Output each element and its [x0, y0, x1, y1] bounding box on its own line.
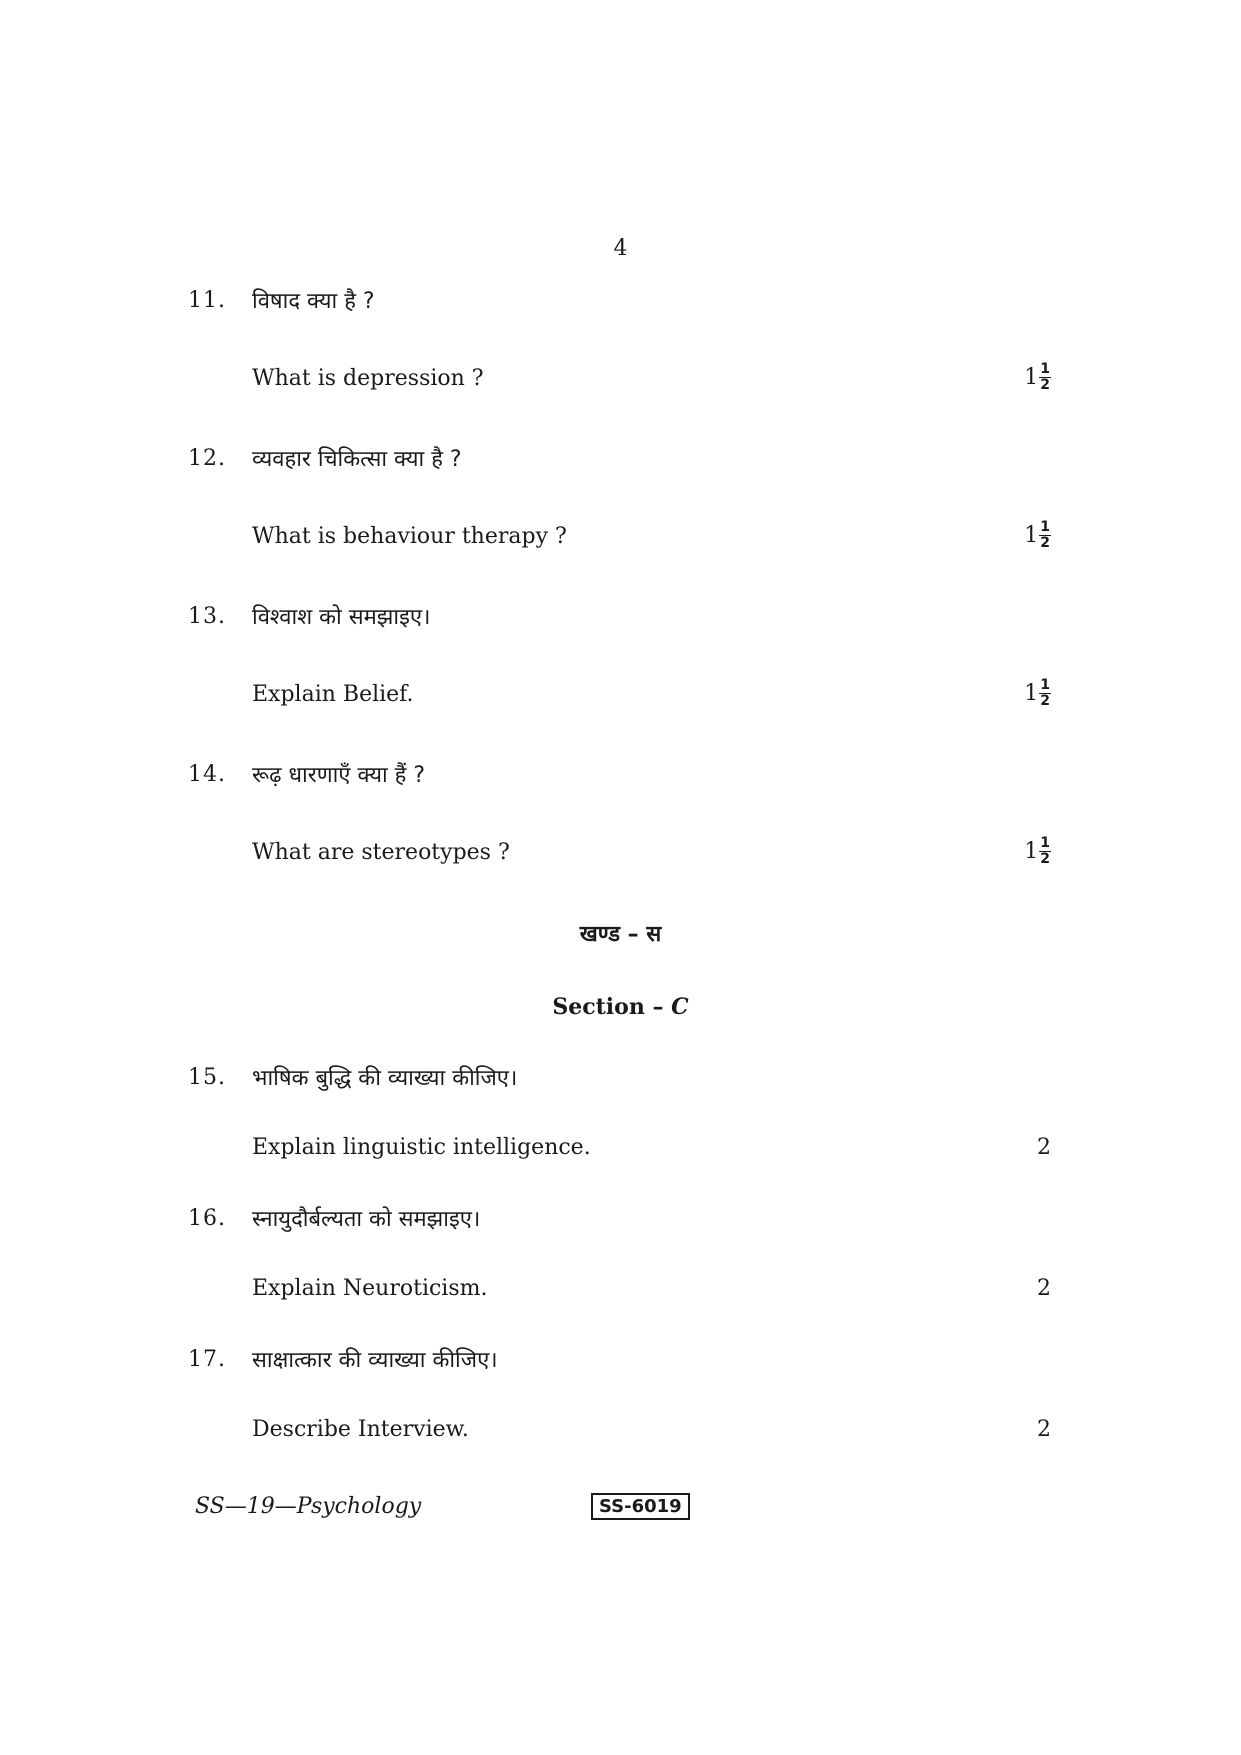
- footer-paper-title: SS—19—Psychology: [195, 1494, 422, 1519]
- question-text-english: Explain Belief.: [252, 682, 414, 707]
- marks: [1024, 678, 1051, 709]
- question-number: 16.: [188, 1206, 226, 1231]
- question-text-english: Describe Interview.: [252, 1417, 469, 1442]
- question-text-hindi: भाषिक बुद्धि की व्याख्या कीजिए।: [252, 1066, 518, 1091]
- footer-paper-code: SS-6019: [591, 1493, 690, 1520]
- marks-denominator: 2: [1040, 851, 1050, 867]
- question-number: 17.: [188, 1347, 226, 1372]
- marks-whole: 1: [1024, 839, 1039, 864]
- section-heading-letter: C: [671, 994, 689, 1020]
- question-number: 14.: [188, 762, 226, 787]
- marks-denominator: 2: [1040, 535, 1050, 551]
- page-number: 4: [613, 236, 628, 261]
- question-text-english: What is depression ?: [252, 366, 484, 391]
- question-text-hindi: व्यवहार चिकित्सा क्या है ?: [252, 447, 462, 472]
- marks-numerator: 1: [1040, 361, 1050, 377]
- marks-whole: 1: [1024, 681, 1039, 706]
- marks: [1024, 836, 1051, 867]
- question-number: 15.: [188, 1065, 226, 1090]
- marks: [1024, 362, 1051, 393]
- question-text-hindi: विषाद क्या है ?: [252, 289, 375, 314]
- question-text-hindi: रूढ़ धारणाएँ क्या हैं ?: [252, 763, 426, 788]
- question-number: 13.: [188, 604, 226, 629]
- question-text-hindi: साक्षात्कार की व्याख्या कीजिए।: [252, 1348, 498, 1373]
- marks-numerator: 1: [1040, 519, 1050, 535]
- section-heading-hindi: खण्ड – स: [579, 922, 662, 947]
- question-text-hindi: विश्वाश को समझाइए।: [252, 605, 431, 630]
- question-text-english: Explain Neuroticism.: [252, 1276, 488, 1301]
- marks-denominator: 2: [1040, 377, 1050, 393]
- question-text-english: What are stereotypes ?: [252, 840, 510, 865]
- marks: 2: [1037, 1135, 1051, 1160]
- question-text-english: Explain linguistic intelligence.: [252, 1135, 591, 1160]
- section-heading-prefix: Section –: [552, 994, 672, 1020]
- marks-numerator: 1: [1040, 835, 1050, 851]
- question-text-english: What is behaviour therapy ?: [252, 524, 567, 549]
- question-text-hindi: स्नायुदौर्बल्यता को समझाइए।: [252, 1207, 481, 1232]
- marks: 2: [1037, 1417, 1051, 1442]
- marks-denominator: 2: [1040, 693, 1050, 709]
- question-number: 11.: [188, 288, 226, 313]
- marks-whole: 1: [1024, 365, 1039, 390]
- section-heading-english: [0, 994, 1241, 1020]
- marks-whole: 1: [1024, 523, 1039, 548]
- marks-numerator: 1: [1040, 677, 1050, 693]
- marks: [1024, 520, 1051, 551]
- question-number: 12.: [188, 446, 226, 471]
- marks: 2: [1037, 1276, 1051, 1301]
